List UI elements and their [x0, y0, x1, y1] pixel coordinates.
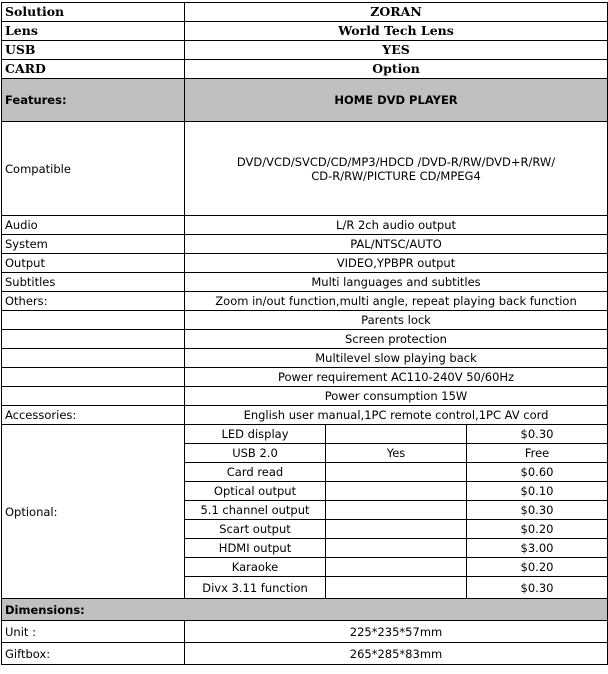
optional-name: Card read	[185, 463, 326, 482]
optional-name: Optical output	[185, 482, 326, 501]
spec-row-solution	[2, 3, 608, 22]
row-value: L/R 2ch audio output	[185, 216, 608, 235]
optional-price: $0.30	[467, 577, 608, 599]
others-row	[2, 368, 608, 387]
row-value: Multi languages and subtitles	[185, 273, 608, 292]
optional-name: LED display	[185, 425, 326, 444]
row-label: USB	[2, 41, 185, 60]
optional-status	[326, 520, 467, 539]
optional-name: USB 2.0	[185, 444, 326, 463]
row-value: ZORAN	[185, 3, 608, 22]
optional-status	[326, 501, 467, 520]
others-row	[2, 292, 608, 311]
others-item: Zoom in/out function,multi angle, repeat playing back function	[185, 292, 608, 311]
row-label: CARD	[2, 60, 185, 79]
optional-label: Optional:	[2, 425, 185, 599]
empty-cell	[2, 349, 185, 368]
spec-row-audio	[2, 216, 608, 235]
optional-status	[326, 425, 467, 444]
others-item: Screen protection	[185, 330, 608, 349]
row-label: Solution	[2, 3, 185, 22]
spec-table	[1, 2, 608, 665]
features-row	[2, 79, 608, 122]
others-item: Power consumption 15W	[185, 387, 608, 406]
compatible-row	[2, 122, 608, 216]
others-item: Parents lock	[185, 311, 608, 330]
spec-row-lens	[2, 22, 608, 41]
features-label: Features:	[2, 79, 185, 122]
optional-price: $0.30	[467, 425, 608, 444]
others-row	[2, 311, 608, 330]
optional-name: HDMI output	[185, 539, 326, 558]
giftbox-value: 265*285*83mm	[185, 643, 608, 665]
giftbox-label: Giftbox:	[2, 643, 185, 665]
features-value: HOME DVD PLAYER	[185, 79, 608, 122]
optional-name: 5.1 channel output	[185, 501, 326, 520]
spec-row-subtitles	[2, 273, 608, 292]
compatible-value	[185, 122, 608, 216]
row-value: PAL/NTSC/AUTO	[185, 235, 608, 254]
empty-cell	[2, 311, 185, 330]
accessories-value: English user manual,1PC remote control,1PC AV cord	[185, 406, 608, 425]
spec-row-output	[2, 254, 608, 273]
row-label: Audio	[2, 216, 185, 235]
others-row	[2, 349, 608, 368]
row-label: Output	[2, 254, 185, 273]
spec-row-system	[2, 235, 608, 254]
unit-label: Unit :	[2, 621, 185, 643]
others-row	[2, 330, 608, 349]
empty-cell	[2, 387, 185, 406]
optional-status: Yes	[326, 444, 467, 463]
empty-cell	[2, 368, 185, 387]
unit-row	[2, 621, 608, 643]
optional-status	[326, 577, 467, 599]
accessories-row	[2, 406, 608, 425]
row-value: YES	[185, 41, 608, 60]
compatible-line-2: CD-R/RW/PICTURE CD/MPEG4	[311, 168, 481, 183]
optional-name: Scart output	[185, 520, 326, 539]
others-label: Others:	[2, 292, 185, 311]
optional-price: $0.20	[467, 520, 608, 539]
accessories-label: Accessories:	[2, 406, 185, 425]
empty-cell	[2, 330, 185, 349]
row-label: Lens	[2, 22, 185, 41]
compatible-label: Compatible	[2, 122, 185, 216]
spec-row-usb	[2, 41, 608, 60]
optional-status	[326, 558, 467, 577]
optional-price: $0.30	[467, 501, 608, 520]
optional-row	[2, 425, 608, 444]
row-value: VIDEO,YPBPR output	[185, 254, 608, 273]
unit-value: 225*235*57mm	[185, 621, 608, 643]
row-label: System	[2, 235, 185, 254]
spec-row-card	[2, 60, 608, 79]
optional-status	[326, 539, 467, 558]
optional-status	[326, 463, 467, 482]
others-row	[2, 387, 608, 406]
giftbox-row	[2, 643, 608, 665]
optional-price: $3.00	[467, 539, 608, 558]
others-item: Power requirement AC110-240V 50/60Hz	[185, 368, 608, 387]
optional-name: Karaoke	[185, 558, 326, 577]
optional-name: Divx 3.11 function	[185, 577, 326, 599]
optional-price: $0.20	[467, 558, 608, 577]
row-value: World Tech Lens	[185, 22, 608, 41]
others-item: Multilevel slow playing back	[185, 349, 608, 368]
optional-price: $0.10	[467, 482, 608, 501]
compatible-line-1: DVD/VCD/SVCD/CD/MP3/HDCD /DVD-R/RW/DVD+R/RW/	[236, 154, 556, 169]
dimensions-label: Dimensions:	[2, 599, 608, 621]
optional-status	[326, 482, 467, 501]
optional-price: Free	[467, 444, 608, 463]
row-value: Option	[185, 60, 608, 79]
row-label: Subtitles	[2, 273, 185, 292]
optional-price: $0.60	[467, 463, 608, 482]
dimensions-row	[2, 599, 608, 621]
